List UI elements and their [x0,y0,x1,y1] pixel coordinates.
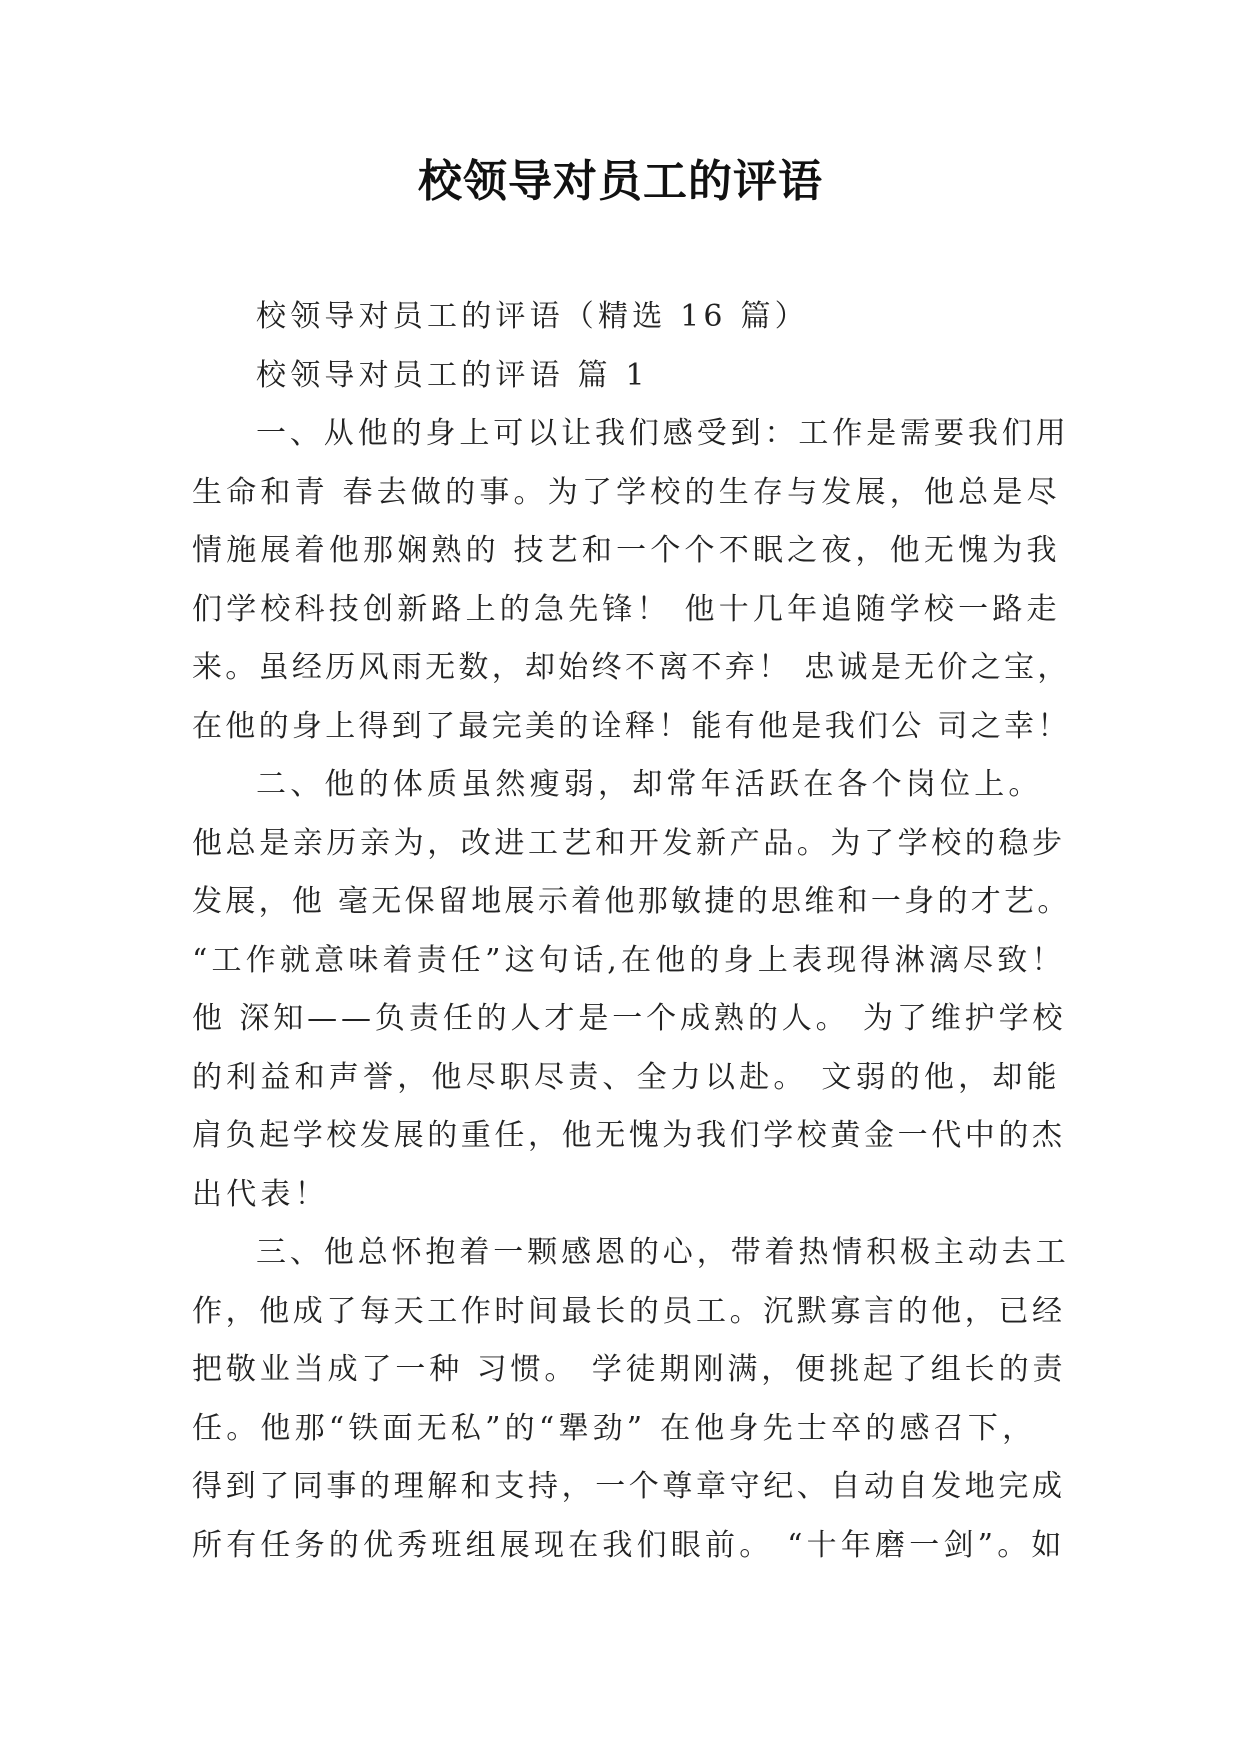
document-title: 校领导对员工的评语 [418,156,823,207]
body-line: 校领导对员工的评语（精选 16 篇） [256,299,809,334]
body-line: 任。他那“铁面无私”的“犟劲” 在他身先士卒的感召下， [192,1410,1037,1446]
body-line: 情施展着他那娴熟的 技艺和一个个不眠之夜，他无愧为我 [192,533,1061,568]
body-line: 在他的身上得到了最完美的诠释！能有他是我们公 司之幸！ [192,708,1071,744]
document-body [192,288,1072,1575]
body-line: 肩负起学校发展的重任，他无愧为我们学校黄金一代中的杰 [192,1118,1066,1153]
body-line: 所有任务的优秀班组展现在我们眼前。 “十年磨一剑”。如 [192,1527,1066,1563]
body-line: 一、从他的身上可以让我们感受到：工作是需要我们用 [256,416,1070,451]
body-line: 三、他总怀抱着一颗感恩的心，带着热情积极主动去工 [256,1235,1070,1270]
body-line: 们学校科技创新路上的急先锋！ 他十几年追随学校一路走 [192,591,1061,627]
body-line: “工作就意味着责任”这句话,在他的身上表现得淋漓尽致！ [192,942,1066,978]
body-line: 二、他的体质虽然瘦弱，却常年活跃在各个岗位上。 [256,767,1043,802]
body-line: 的利益和声誉，他尽职尽责、全力以赴。 文弱的他，却能 [192,1059,1061,1095]
body-line: 作，他成了每天工作时间最长的员工。沉默寡言的他，已经 [192,1293,1066,1329]
body-line: 出代表！ [192,1176,329,1212]
body-line: 生命和青 春去做的事。为了学校的生存与发展，他总是尽 [192,474,1061,510]
body-line: 发展，他 毫无保留地展示着他那敏捷的思维和一身的才艺。 [192,884,1071,919]
body-line: 他 深知——负责任的人才是一个成熟的人。 为了维护学校 [192,1001,1067,1036]
body-line: 把敬业当成了一种 习惯。 学徒期刚满，便挑起了组长的责 [192,1352,1067,1387]
body-line: 得到了同事的理解和支持，一个尊章守纪、自动自发地完成 [192,1469,1066,1504]
body-line: 他总是亲历亲为，改进工艺和开发新产品。为了学校的稳步 [192,825,1066,861]
body-line: 来。虽经历风雨无数，却始终不离不弃！ 忠诚是无价之宝， [192,650,1071,685]
body-line: 校领导对员工的评语 篇 1 [256,357,649,393]
